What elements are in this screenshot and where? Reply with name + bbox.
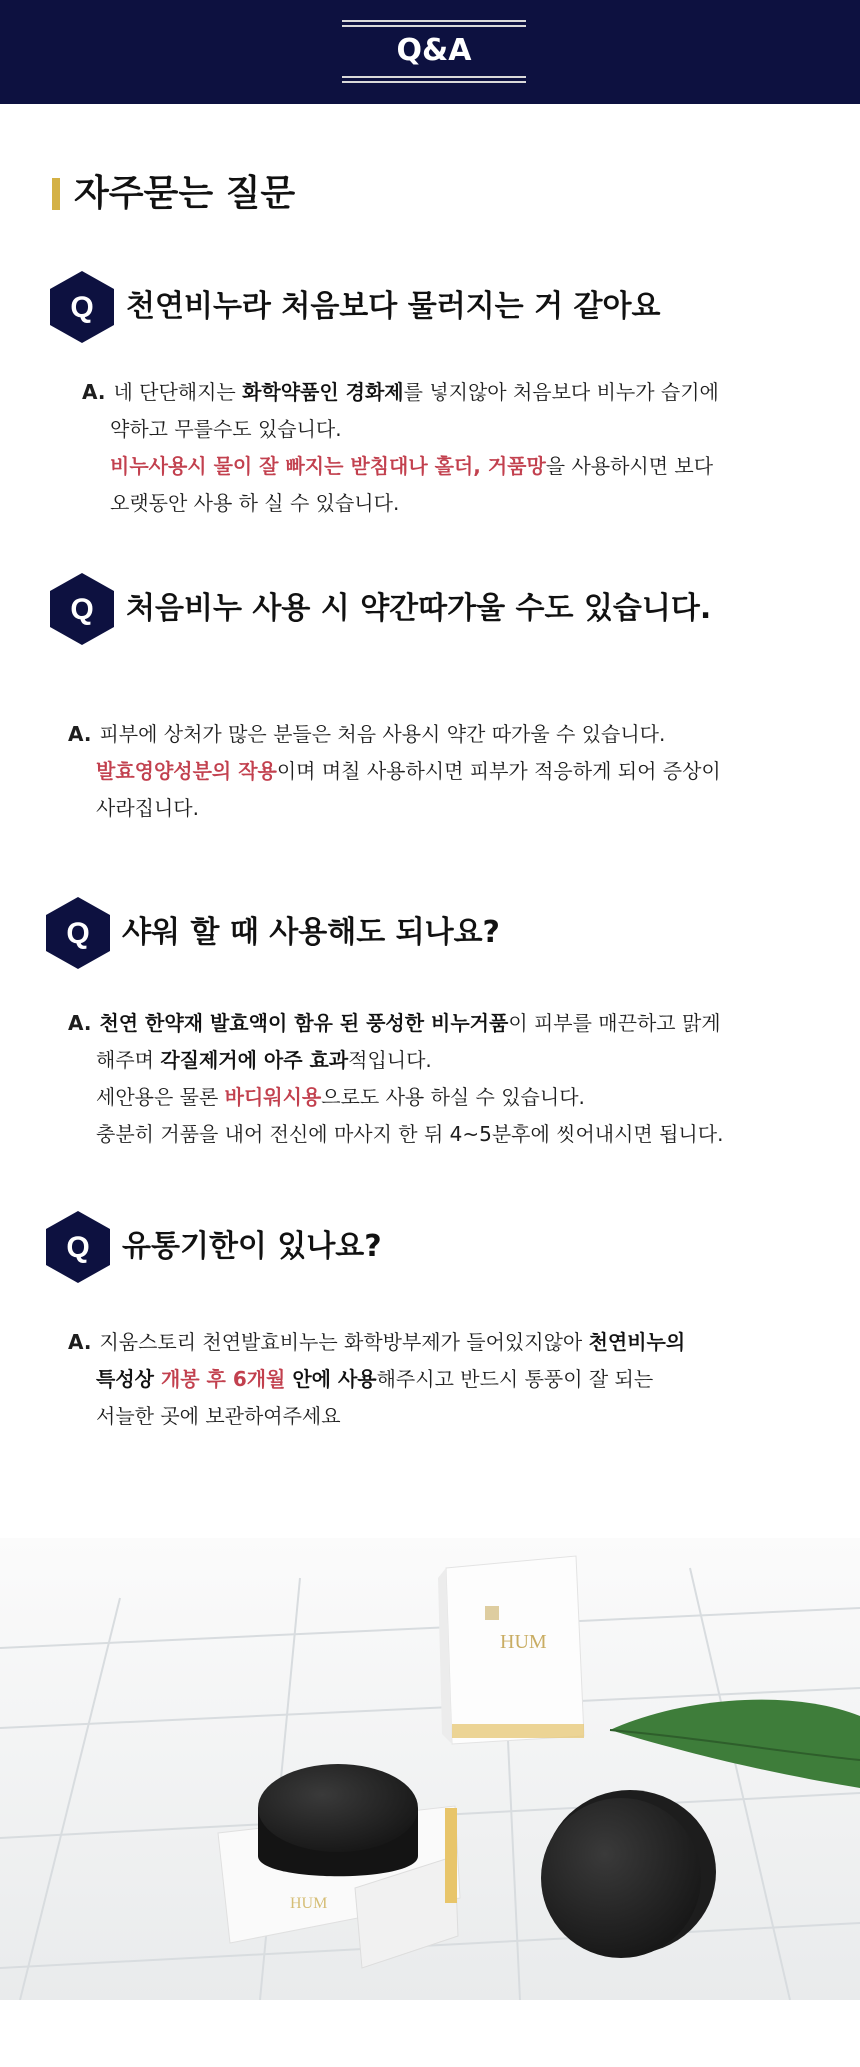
answer-text: 세안용은 물론: [96, 1085, 225, 1109]
answer-text: 사라집니다.: [96, 796, 199, 820]
q-hexagon-icon: [46, 897, 110, 969]
answer-text: 지움스토리 천연발효비누는 화학방부제가 들어있지않아: [99, 1330, 589, 1354]
bold-text: 천연 한약재 발효액이 함유 된 풍성한 비누거품: [99, 1011, 509, 1035]
answer-line: [82, 411, 719, 448]
answer-line: [68, 753, 721, 790]
header-rule-bottom-2: [342, 81, 526, 83]
header-rule-top-2: [342, 25, 526, 27]
q-hexagon-icon: [50, 271, 114, 343]
answer-line: [68, 1398, 685, 1435]
bold-text: 안에 사용: [285, 1367, 377, 1391]
q-hexagon-icon: [50, 573, 114, 645]
answer-line: [68, 1079, 723, 1116]
header-title: Q&A: [396, 33, 472, 68]
product-photo: [0, 1538, 860, 2000]
answer-line: [68, 1361, 685, 1398]
answer-line: [68, 1042, 723, 1079]
highlight-text: 비누사용시 물이 잘 빠지는 받침대나 홀더, 거품망: [110, 454, 546, 478]
faq-answer-3: [68, 1005, 723, 1153]
q-mark: Q: [66, 917, 90, 950]
brand-text: HUM: [500, 1631, 547, 1653]
answer-line: [68, 1324, 685, 1361]
q-mark: Q: [70, 593, 94, 626]
highlight-text: 개봉 후 6개월: [160, 1367, 286, 1391]
answer-line: [68, 1005, 723, 1042]
header-rule-bottom: [342, 76, 526, 78]
answer-text: 오랫동안 사용 하 실 수 있습니다.: [110, 491, 400, 515]
answer-text: 이 피부를 매끈하고 맑게: [508, 1011, 721, 1035]
faq-question-1: 천연비누라 처음보다 물러지는 거 같아요: [126, 289, 661, 324]
q-mark: Q: [66, 1231, 90, 1264]
answer-text: 충분히 거품을 내어 전신에 마사지 한 뒤 4~5분후에 씻어내시면 됩니다.: [96, 1122, 724, 1146]
answer-line: [68, 790, 721, 827]
answer-label: A.: [68, 1011, 92, 1035]
qa-header-band: [0, 0, 860, 104]
faq-answer-2: [68, 716, 721, 827]
answer-line: [82, 448, 719, 485]
bold-text: 각질제거에 아주 효과: [160, 1048, 349, 1072]
bold-text: 화학약품인 경화제: [242, 380, 404, 404]
answer-text: 서늘한 곳에 보관하여주세요: [96, 1404, 341, 1428]
answer-label: A.: [82, 380, 106, 404]
q-mark: Q: [70, 291, 94, 324]
highlight-text: 바디워시용: [224, 1085, 322, 1109]
answer-text: 을 사용하시면 보다: [545, 454, 714, 478]
answer-text: 이며 며칠 사용하시면 피부가 적응하게 되어 증상이: [276, 759, 721, 783]
answer-text: 약하고 무를수도 있습니다.: [110, 417, 342, 441]
faq-question-2: 처음비누 사용 시 약간따가울 수도 있습니다.: [126, 591, 712, 626]
answer-text: 피부에 상처가 많은 분들은 처음 사용시 약간 따가울 수 있습니다.: [99, 722, 666, 746]
answer-text: 를 넣지않아 처음보다 비누가 습기에: [403, 380, 719, 404]
faq-question-4: 유통기한이 있나요?: [122, 1229, 382, 1264]
answer-line: [68, 1116, 723, 1153]
faq-answer-4: [68, 1324, 685, 1435]
answer-text: 해주며: [96, 1048, 161, 1072]
faq-question-3: 샤워 할 때 사용해도 되나요?: [122, 915, 500, 950]
answer-line: [82, 485, 719, 522]
section-heading-bar: [52, 178, 60, 210]
answer-line: [82, 374, 719, 411]
section-heading-text: 자주묻는 질문: [74, 173, 296, 214]
answer-text: 적입니다.: [348, 1048, 432, 1072]
bold-text: 천연비누의: [588, 1330, 686, 1354]
answer-text: 으로도 사용 하실 수 있습니다.: [321, 1085, 585, 1109]
bold-text: 특성상: [96, 1367, 161, 1391]
q-hexagon-icon: [46, 1211, 110, 1283]
svg-text:HUM: HUM: [290, 1895, 328, 1912]
answer-text: 네 단단해지는: [113, 380, 243, 404]
answer-label: A.: [68, 1330, 92, 1354]
answer-line: [68, 716, 721, 753]
answer-label: A.: [68, 722, 92, 746]
answer-text: 해주시고 반드시 통풍이 잘 되는: [376, 1367, 654, 1391]
faq-answer-1: [82, 374, 719, 522]
black-soap-1: [258, 1764, 418, 1876]
highlight-text: 발효영양성분의 작용: [96, 759, 277, 783]
header-rule-top: [342, 20, 526, 22]
soap-box-back: [438, 1556, 584, 1744]
